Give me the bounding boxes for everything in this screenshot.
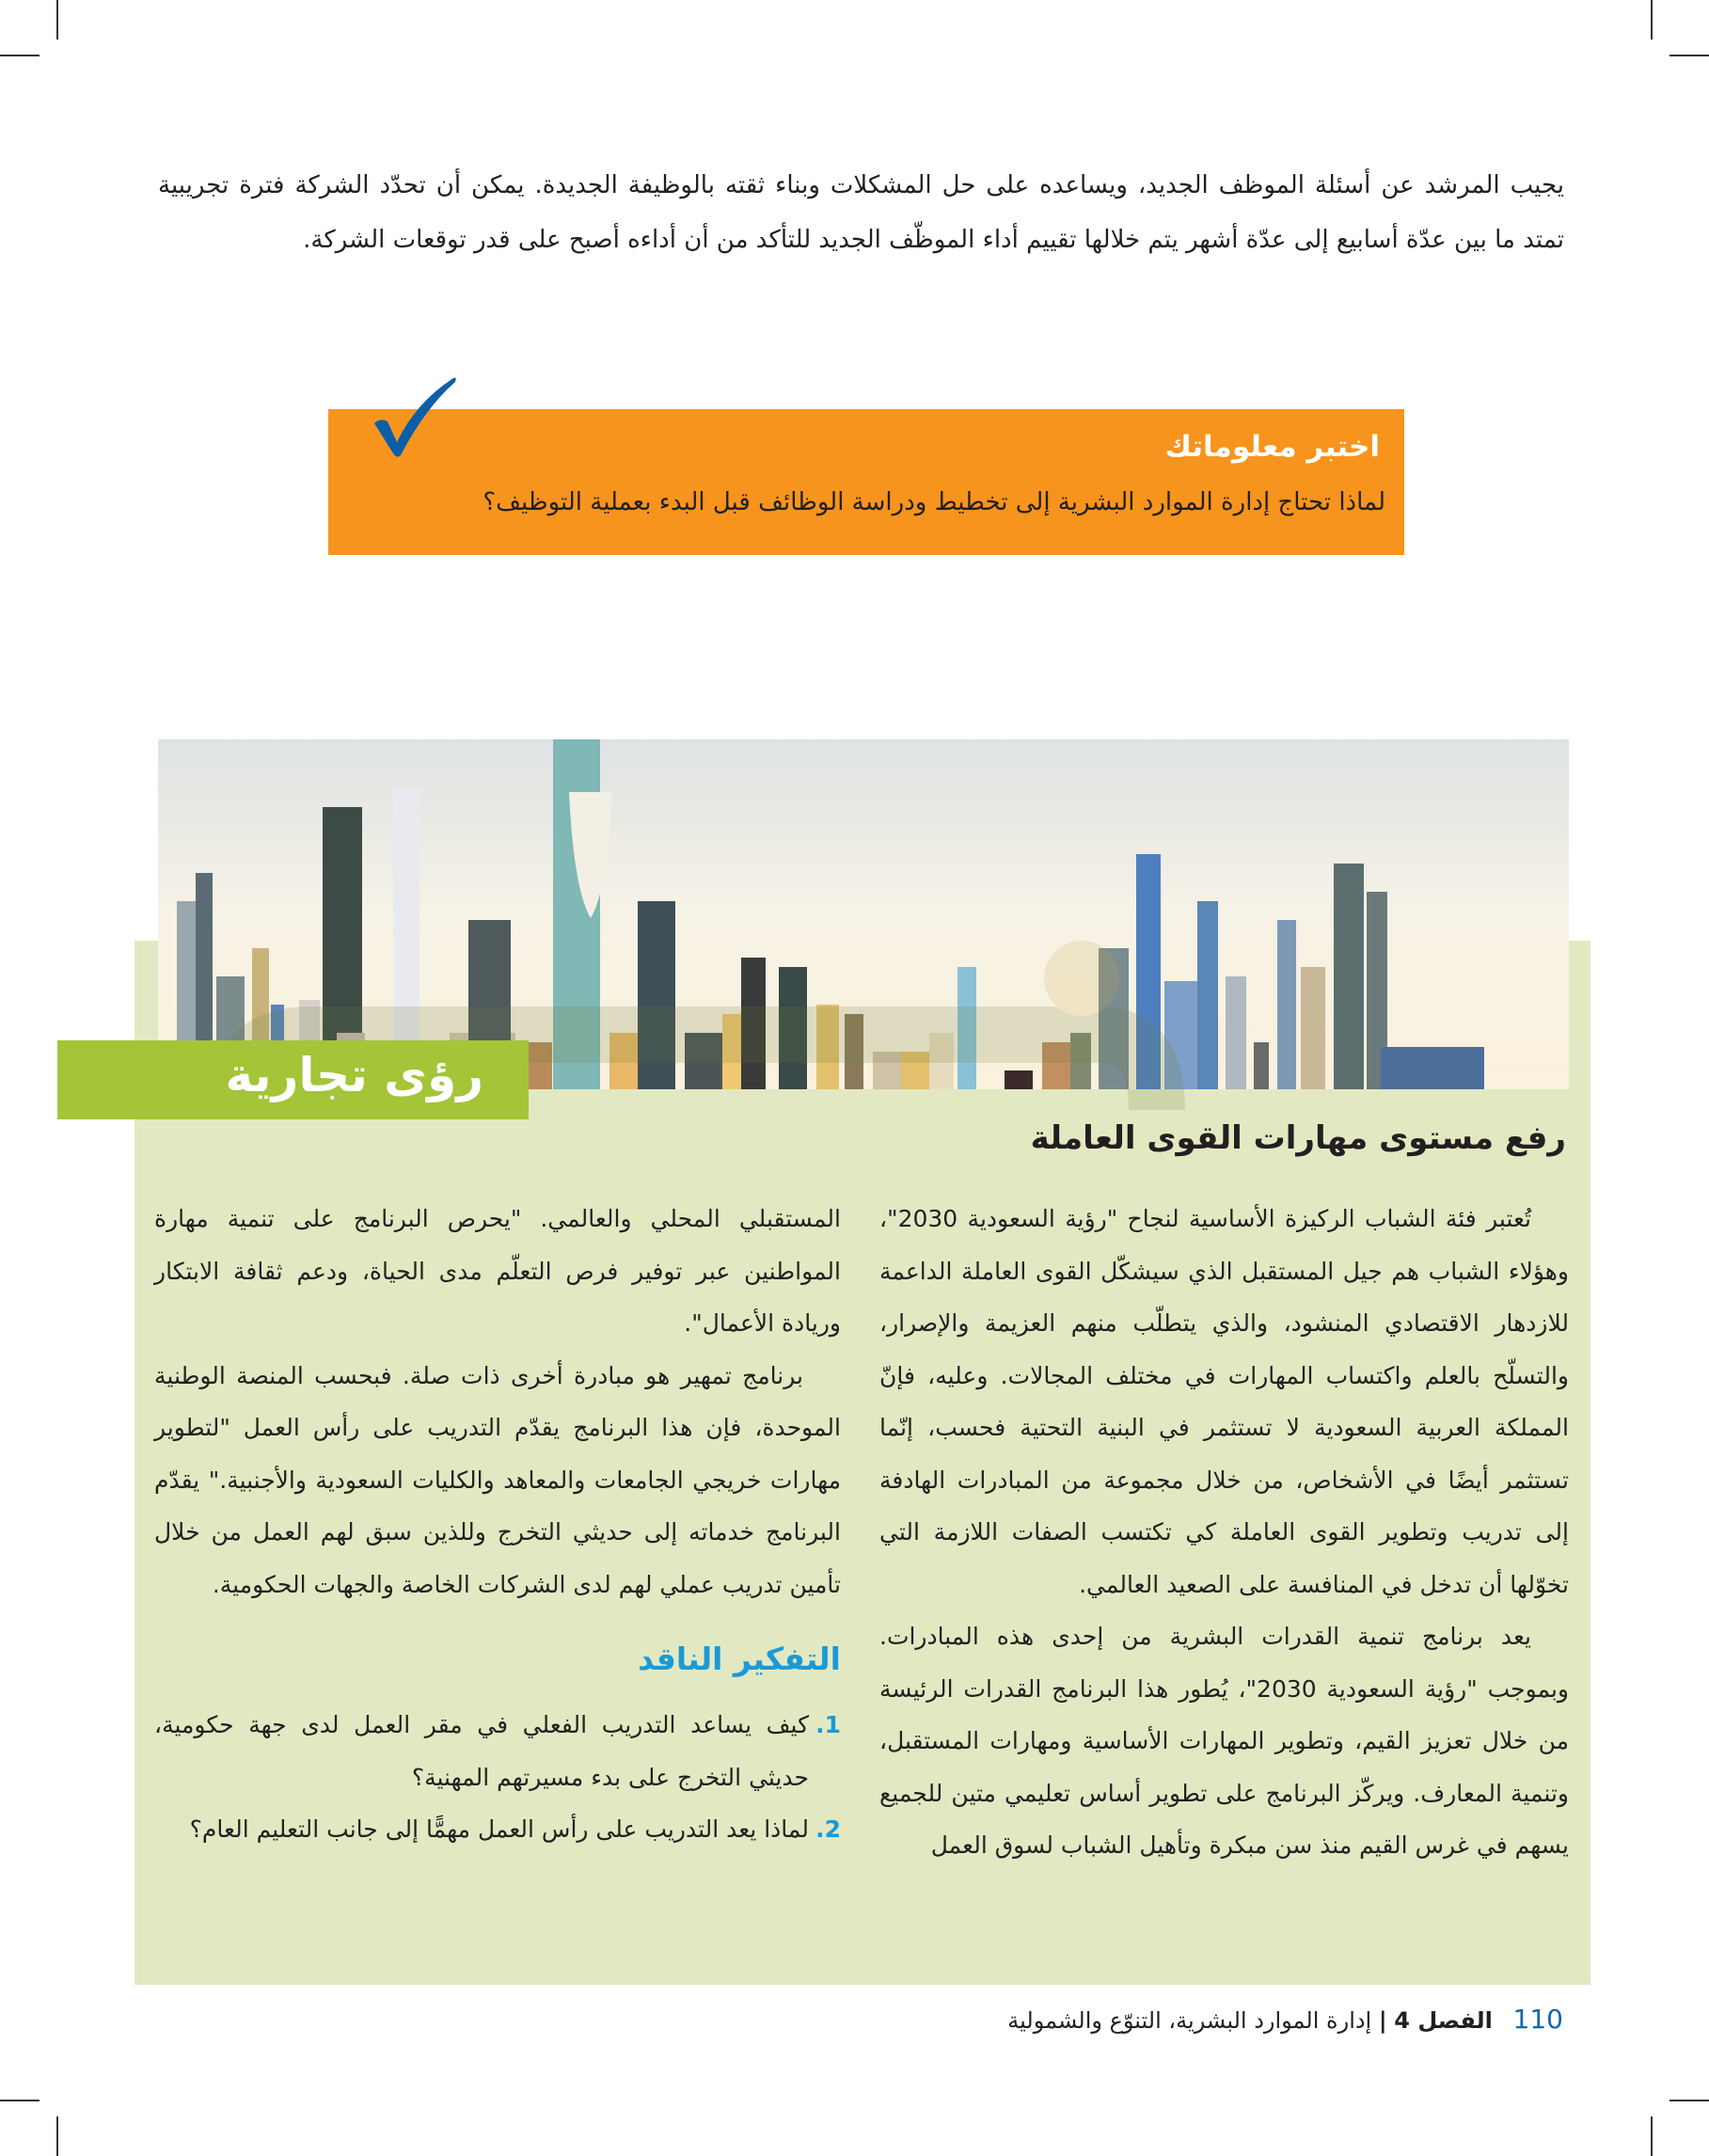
building xyxy=(1254,1042,1269,1089)
building xyxy=(1099,948,1129,1089)
crop-mark xyxy=(1651,2116,1653,2156)
building xyxy=(1381,1047,1484,1089)
building xyxy=(1005,1070,1033,1089)
body-paragraph: برنامج تمهير هو مبادرة أخرى ذات صلة. فبحسب المنصة الوطنية الموحدة، فإن هذا البرنامج يقدّم التدريب على رأس العمل "لتطوير مهارات خريجي الجامعات والمعاهد والكليات السعودية والأجنبية." يقدّم البرنامج خدماته إلى حديثي التخرج وللذين سبق لهم العمل من خلال تأمين تدريب عملي لهم لدى الشركات الخاصة والجهات الحكومية. xyxy=(154,1361,841,1598)
critical-thinking-title: التفكير الناقد xyxy=(638,1641,841,1677)
question-item xyxy=(154,1699,841,1803)
quiz-box xyxy=(328,409,1404,555)
body-paragraph: يعد برنامج تنمية القدرات البشرية من إحدى هذه المبادرات. وبموجب "رؤية السعودية 2030"، يُطور هذا البرنامج القدرات الرئيسة من خلال تعزيز القيم، وتطوير المهارات الأساسية ومهارات المستقبل، وتنمية المعارف. ويركّز البرنامج على تطوير أساس تعليمي متين للجميع يسهم في غرس القيم منذ سن مبكرة وتأهيل الشباب لسوق العمل xyxy=(879,1623,1569,1859)
quiz-question: لماذا تحتاج إدارة الموارد البشرية إلى تخطيط ودراسة الوظائف قبل البدء بعملية التوظيف؟ xyxy=(483,488,1385,516)
building xyxy=(553,739,600,1089)
chapter-label: الفصل 4 xyxy=(1394,2007,1493,2034)
page-footer xyxy=(1007,2004,1563,2035)
building xyxy=(845,1014,863,1089)
building xyxy=(873,1052,901,1089)
left-column xyxy=(154,1193,841,1856)
chapter-title: إدارة الموارد البشرية، التنوّع والشمولية xyxy=(1007,2007,1372,2034)
building xyxy=(1334,864,1364,1089)
question-item xyxy=(154,1803,841,1856)
building xyxy=(1042,1042,1070,1089)
intro-paragraph: يجيب المرشد عن أسئلة الموظف الجديد، ويساعده على حل المشكلات وبناء ثقته بالوظيفة الجديدة. يمكن أن تحدّد الشركة فترة تجريبية تمتد ما بين عدّة أسابيع إلى عدّة أشهر يتم خلالها تقييم أداء الموظّف الجديد للتأكد من أن أداءه أصبح على قدر توقعات الشركة. xyxy=(158,171,1564,254)
question-text: لماذا يعد التدريب على رأس العمل مهمًّا إلى جانب التعليم العام؟ xyxy=(189,1815,809,1843)
feature-heading: رفع مستوى مهارات القوى العاملة xyxy=(1030,1119,1566,1157)
crop-mark xyxy=(56,0,58,40)
building xyxy=(779,967,807,1089)
body-paragraph: تُعتبر فئة الشباب الركيزة الأساسية لنجاح "رؤية السعودية 2030"، وهؤلاء الشباب هم جيل المستقبل الذي سيشكّل القوى العاملة الداعمة للازدهار الاقتصادي المنشود، والذي يتطلّب منهم العزيمة والإصرار، والتسلّح بالعلم واكتساب المهارات في مختلف المجالات. وعليه، فإنّ المملكة العربية السعودية لا تستثمر في البنية التحتية فحسب، إنّما تستثمر أيضًا في الأشخاص، من خلال مجموعة من المبادرات الهادفة إلى تدريب وتطوير القوى العاملة كي تكتسب الصفات اللازمة التي تخوّلها أن تدخل في المنافسة على الصعيد العالمي. xyxy=(879,1205,1569,1598)
crop-mark xyxy=(1669,2100,1709,2101)
banner-label: رؤى تجارية xyxy=(225,1048,483,1102)
building xyxy=(957,967,976,1089)
crop-mark xyxy=(56,2116,58,2156)
business-insights-banner xyxy=(57,1040,529,1119)
building xyxy=(1301,967,1325,1089)
footer-separator: | xyxy=(1378,2007,1387,2034)
crop-mark xyxy=(0,55,40,56)
building xyxy=(1277,920,1296,1089)
building xyxy=(816,1005,839,1089)
city-skyline-illustration xyxy=(158,739,1569,1089)
crop-mark xyxy=(1669,55,1709,56)
building xyxy=(1164,981,1202,1089)
building xyxy=(1226,976,1246,1089)
building xyxy=(1197,901,1218,1089)
crop-mark xyxy=(1651,0,1653,40)
question-number: 2. xyxy=(815,1815,841,1843)
building xyxy=(741,958,766,1089)
body-paragraph: المستقبلي المحلي والعالمي. "يحرص البرنامج على تنمية مهارة المواطنين عبر توفير فرص التعلّم مدى الحياة، ودعم ثقافة الابتكار وريادة الأعمال". xyxy=(154,1205,841,1337)
building xyxy=(1136,854,1161,1089)
building xyxy=(929,1033,954,1089)
right-column xyxy=(879,1193,1569,1872)
building xyxy=(901,1052,929,1089)
checkmark-icon xyxy=(367,374,461,459)
quiz-title: اختبر معلوماتك xyxy=(1164,430,1380,464)
building xyxy=(638,901,675,1089)
question-text: كيف يساعد التدريب الفعلي في مقر العمل لدى جهة حكومية، حديثي التخرج على بدء مسيرتهم المهنية؟ xyxy=(154,1711,809,1791)
building xyxy=(1070,1033,1091,1089)
crop-mark xyxy=(0,2100,40,2101)
question-number: 1. xyxy=(815,1711,841,1738)
page-number: 110 xyxy=(1512,2004,1563,2035)
